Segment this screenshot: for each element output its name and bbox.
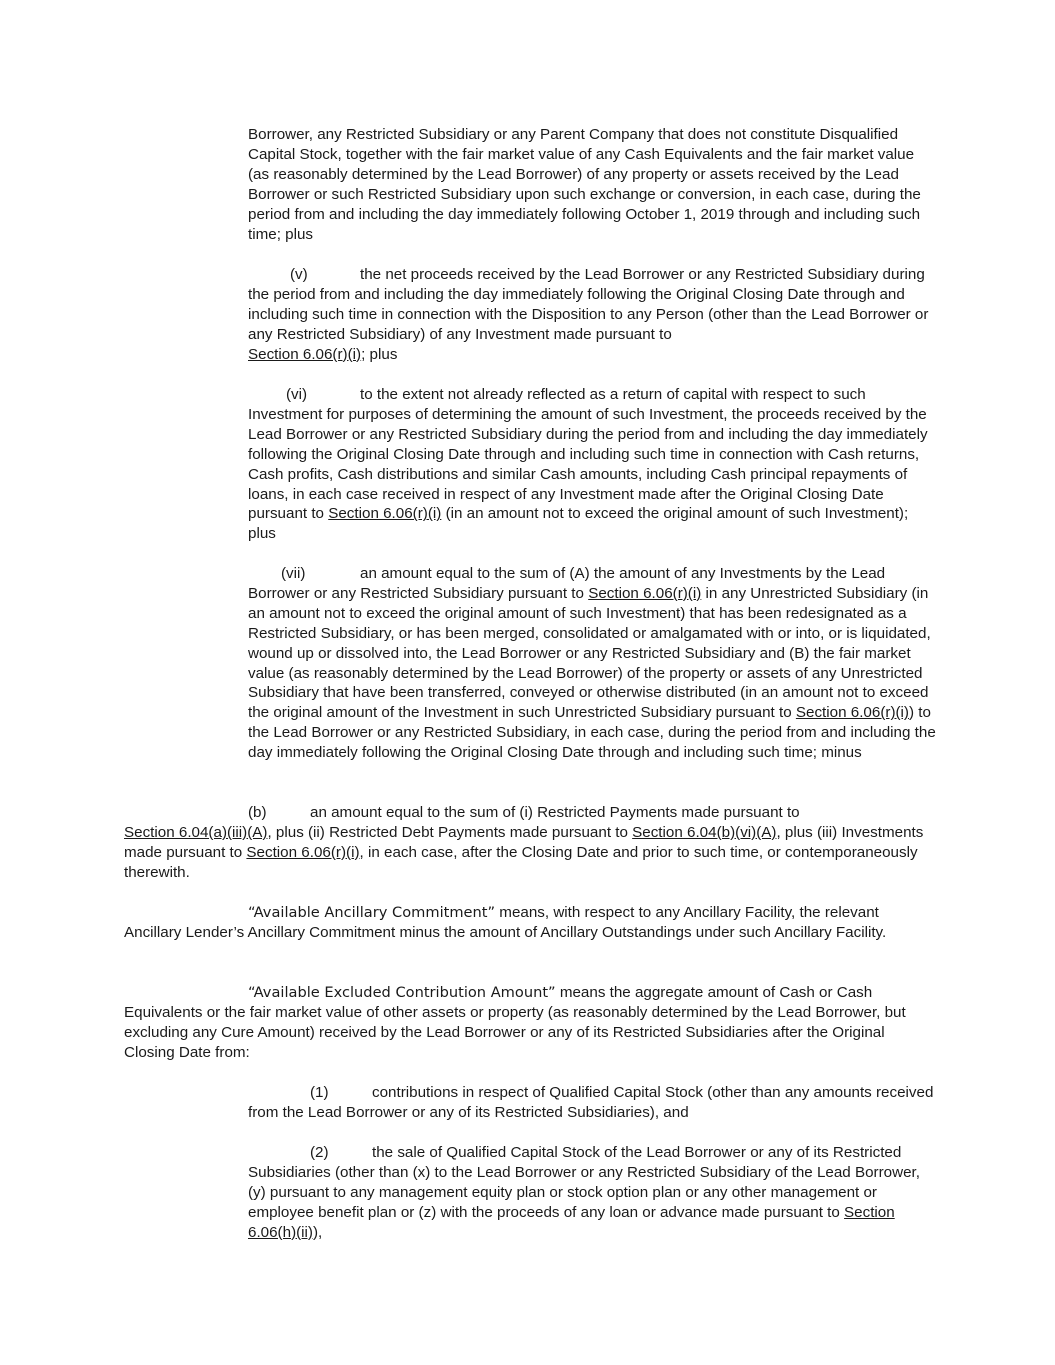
item-number: (1) [310,1084,329,1101]
section-reference-link[interactable]: Section 6.06(h)(ii) [248,1203,895,1241]
item-number: (vii) [281,565,306,582]
paragraph-text: , plus (iii) Investments made pursuant to [124,823,924,861]
item-number: (2) [310,1144,329,1161]
section-reference-link[interactable]: Section 6.04(b)(vi)(A) [632,823,777,841]
paragraph-text: Borrower, any Restricted Subsidiary or any Parent Company that does not constitute Disqualified Capital Stock, together with the fair market value of any Cash Equivalents and the fair market value (as reasonably determined by the Lead Borrower) of any property or assets received by the Lead Borrower or such Restricted Subsidiary upon such exchange or conversion, in each case, during the period from and including the day immediately following October 1, 2019 through and including such time; plus [248,126,921,243]
paragraph-tail: ), [313,1223,323,1241]
paragraph-text: , plus (ii) Restricted Debt Payments made pursuant to [267,823,633,841]
paragraph-text: to the extent not already reflected as a return of capital with respect to such Investment for purposes of determining the amount of such Investment, the proceeds received by the Lead Borrower or any Restricted Subsidiary during the period from and including the day immediately following the Original Closing Date through and including such time in connection with Cash returns, Cash profits, Cash distributions and similar Cash amounts, including Cash principal repayments of loans, in each case received in respect of any Investment made after the Original Closing Date pursuant to [248,386,928,523]
definition-text: means, with respect to any Ancillary Facility, the relevant Ancillary Lender’s Ancillary Commitment minus the amount of Ancillary Outstandings under such Ancillary Facility. [124,904,887,941]
defined-term: “Available Excluded Contribution Amount” [248,984,556,1001]
paragraph-vii [248,564,938,763]
section-reference-link[interactable]: Section 6.06(r)(i) [248,345,362,363]
paragraph-continuation [248,125,938,244]
section-reference-link[interactable]: Section 6.06(r)(i) [328,505,442,523]
definition-available-ancillary-commitment [124,903,938,943]
paragraph-1 [248,1083,938,1123]
paragraph-2 [248,1143,938,1243]
item-number: (b) [248,804,267,821]
paragraph-b [124,803,938,883]
defined-term: “Available Ancillary Commitment” [248,904,496,921]
item-number: (v) [290,266,308,283]
paragraph-tail: , in each case, after the Closing Date and prior to such time, or contemporaneously therewith. [124,843,918,881]
section-reference-link[interactable]: Section 6.04(a)(iii)(A) [124,823,268,841]
paragraph-text: the net proceeds received by the Lead Borrower or any Restricted Subsidiary during the period from and including the day immediately following the Original Closing Date through and including such time in connection with the Disposition to any Person (other than the Lead Borrower or any Restricted Subsidiary) of any Investment made pursuant to [248,266,929,343]
paragraph-vi [248,385,938,544]
definition-text: means the aggregate amount of Cash or Cash Equivalents or the fair market value of other assets or property (as reasonably determined by the Lead Borrower, but excluding any Cure Amount) received by the Lead Borrower or any of its Restricted Subsidiaries after the Original Closing Date from: [124,984,906,1061]
section-reference-link[interactable]: Section 6.06(r)(i) [588,584,702,602]
paragraph-v [248,265,938,365]
section-reference-link[interactable]: Section 6.06(r)(i) [795,704,909,722]
item-number: (vi) [286,386,308,403]
paragraph-tail: ) to the Lead Borrower or any Restricted Subsidiary, in each case, during the period from and including the day immediately following the Original Closing Date through and including such time; minus [248,704,936,762]
definition-available-excluded-contribution-amount [124,983,938,1063]
paragraph-text: in any Unrestricted Subsidiary (in an amount not to exceed the original amount of such Investment) that has been redesignated as a Restricted Subsidiary, or has been merged, consolidated or amalgamated with or into, or is liquidated, wound up or dissolved into, the Lead Borrower or any Restricted Subsidiary and (B) the fair market value (as reasonably determined by the Lead Borrower) of the property or assets of any Unrestricted Subsidiary that have been transferred, conveyed or otherwise distributed (in an amount not to exceed the original amount of the Investment in such Unrestricted Subsidiary pursuant to [248,584,931,722]
section-reference-link[interactable]: Section 6.06(r)(i) [246,843,360,861]
paragraph-text: an amount equal to the sum of (i) Restricted Payments made pursuant to [310,804,800,821]
paragraph-tail: ; plus [361,345,398,363]
paragraph-text: the sale of Qualified Capital Stock of the Lead Borrower or any of its Restricted Subsidiaries (other than (x) to the Lead Borrower or any Restricted Subsidiary of the Lead Borrower, (y) pursuant to any management equity plan or stock option plan or any other management or employee benefit plan or (z) with the proceeds of any loan or advance made pursuant to [248,1144,920,1221]
paragraph-text: an amount equal to the sum of (A) the amount of any Investments by the Lead Borrower or any Restricted Subsidiary pursuant to [248,565,886,602]
paragraph-tail: (in an amount not to exceed the original amount of such Investment); plus [248,505,909,543]
paragraph-text: contributions in respect of Qualified Capital Stock (other than any amounts received from the Lead Borrower or any of its Restricted Subsidiaries), and [248,1084,934,1121]
